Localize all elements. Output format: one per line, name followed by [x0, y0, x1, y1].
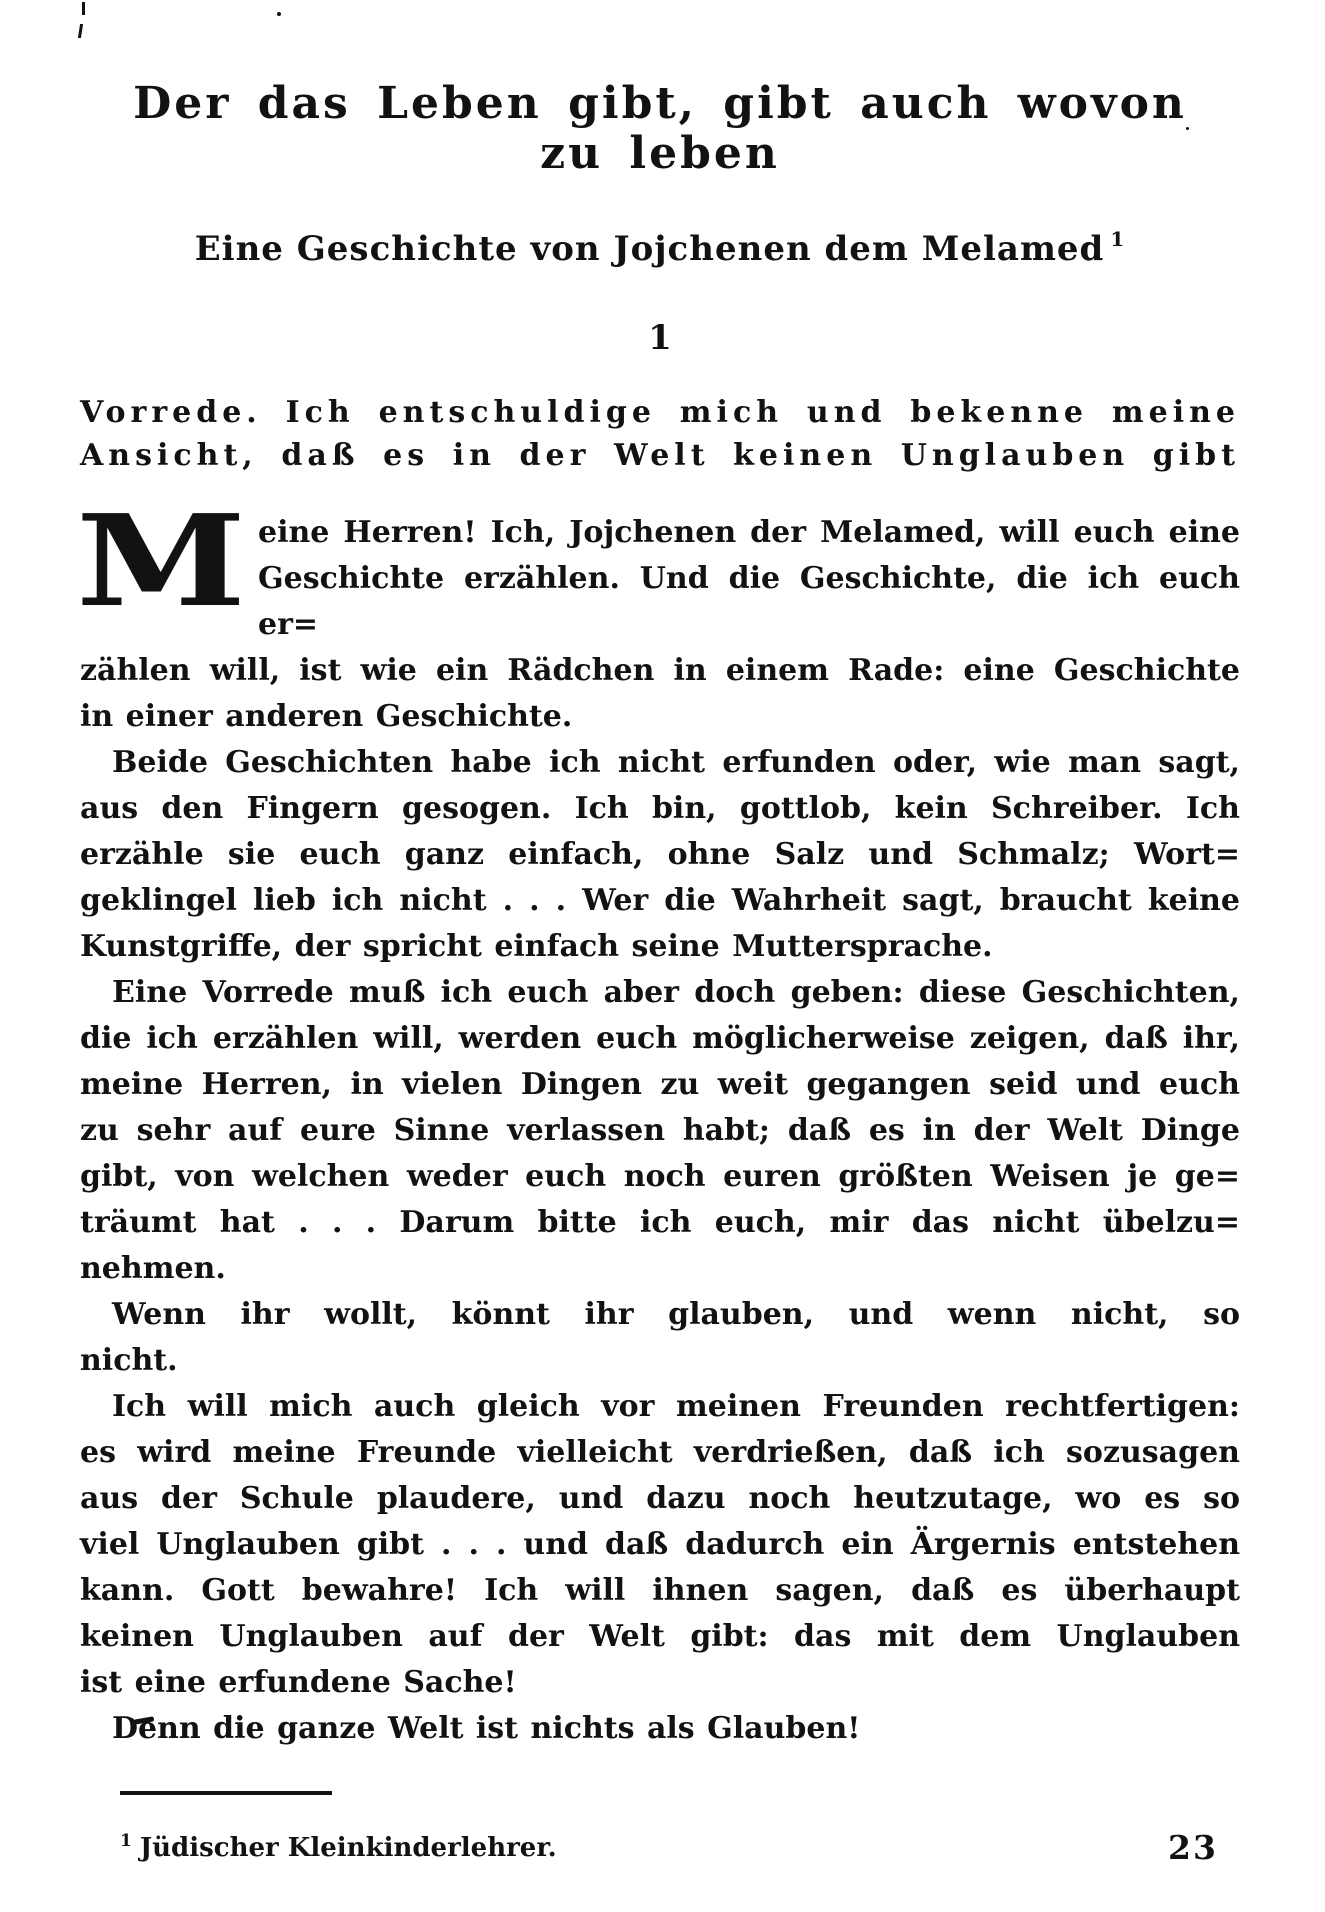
text-line: nicht.: [80, 1343, 178, 1378]
text-line: meine Herren, in vielen Dingen zu weit gegangen seid und euch: [80, 1067, 1240, 1102]
text-line: geklingel lieb ich nicht . . . Wer die Wahrheit sagt, braucht keine: [80, 883, 1240, 918]
text-line: Beide Geschichten habe ich nicht erfunden oder, wie man sagt,: [112, 745, 1240, 780]
text-line: die ich erzählen will, werden euch möglicherweise zeigen, daß ihr,: [80, 1021, 1240, 1056]
body-text: [76, 487, 1240, 1752]
text-line: es wird meine Freunde vielleicht verdrießen, daß ich sozusagen: [80, 1435, 1240, 1470]
paragraph: [80, 970, 1240, 1292]
text-line: zählen will, ist wie ein Rädchen in einem Rade: eine Geschichte: [80, 653, 1240, 688]
text-line: Ich will mich auch gleich vor meinen Freunden rechtfertigen:: [112, 1389, 1240, 1424]
text-line: Geschichte erzählen. Und die Geschichte, die ich euch er=: [258, 561, 1240, 642]
lede-line: Vorrede. Ich entschuldige mich und bekenne meine: [80, 395, 1240, 430]
text-line: aus den Fingern gesogen. Ich bin, gottlob, kein Schreiber. Ich: [80, 791, 1240, 826]
story-subtitle: [80, 217, 1240, 271]
paragraph: [80, 740, 1240, 970]
paragraph: [80, 1292, 1240, 1384]
text-line: viel Unglauben gibt . . . und daß dadurch ein Ärgernis entstehen: [80, 1527, 1240, 1562]
text-line: ist eine erfundene Sache!: [80, 1665, 517, 1700]
text-line: kann. Gott bewahre! Ich will ihnen sagen, daß es überhaupt: [80, 1573, 1240, 1608]
footnote-number: 1: [120, 1831, 132, 1851]
text-line: Kunstgriffe, der spricht einfach seine Muttersprache.: [80, 929, 993, 964]
text-line: in einer anderen Geschichte.: [80, 699, 573, 734]
footnote-reference-mark: 1: [1110, 227, 1126, 251]
text-line: eine Herren! Ich, Jojchenen der Melamed, will euch eine: [258, 515, 1240, 550]
text-line: träumt hat . . . Darum bitte ich euch, mir das nicht übelzu=: [80, 1205, 1240, 1240]
chapter-lede: [80, 391, 1240, 477]
text-line: erzähle sie euch ganz einfach, ohne Salz und Schmalz; Wort=: [80, 837, 1240, 872]
text-line: nehmen.: [80, 1251, 226, 1286]
paragraph: [76, 487, 1240, 740]
story-title-line-2: zu leben: [540, 128, 780, 179]
paragraph: [80, 1706, 1240, 1752]
text-line: zu sehr auf eure Sinne verlassen habt; daß es in der Welt Dinge: [80, 1113, 1240, 1148]
drop-cap-letter: M: [76, 487, 247, 635]
text-line: keinen Unglauben auf der Welt gibt: das mit dem Unglauben: [80, 1619, 1240, 1654]
chapter-number: 1: [648, 318, 672, 358]
story-title-line-1: Der das Leben gibt, gibt auch wovon: [133, 78, 1187, 129]
lede-line: Ansicht, daß es in der Welt keinen Unglauben gibt: [80, 438, 1240, 473]
footnote: [80, 1823, 1240, 1866]
text-line: gibt, von welchen weder euch noch euren größten Weisen je ge=: [80, 1159, 1240, 1194]
subtitle-text: Eine Geschichte von Jojchenen dem Melamed: [194, 229, 1105, 269]
text-line: Wenn ihr wollt, könnt ihr glauben, und wenn nicht, so: [112, 1297, 1240, 1332]
text-line: Eine Vorrede muß ich euch aber doch geben: diese Geschichten,: [112, 975, 1240, 1010]
footnote-text: Jüdischer Kleinkinderlehrer.: [139, 1833, 557, 1863]
text-line: Denn die ganze Welt ist nichts als Glauben!: [112, 1711, 861, 1746]
page-number: 23: [1168, 1828, 1218, 1867]
footnote-separator-rule: [120, 1791, 332, 1795]
paragraph: [80, 1384, 1240, 1706]
text-line: aus der Schule plaudere, und dazu noch heutzutage, wo es so: [80, 1481, 1240, 1516]
